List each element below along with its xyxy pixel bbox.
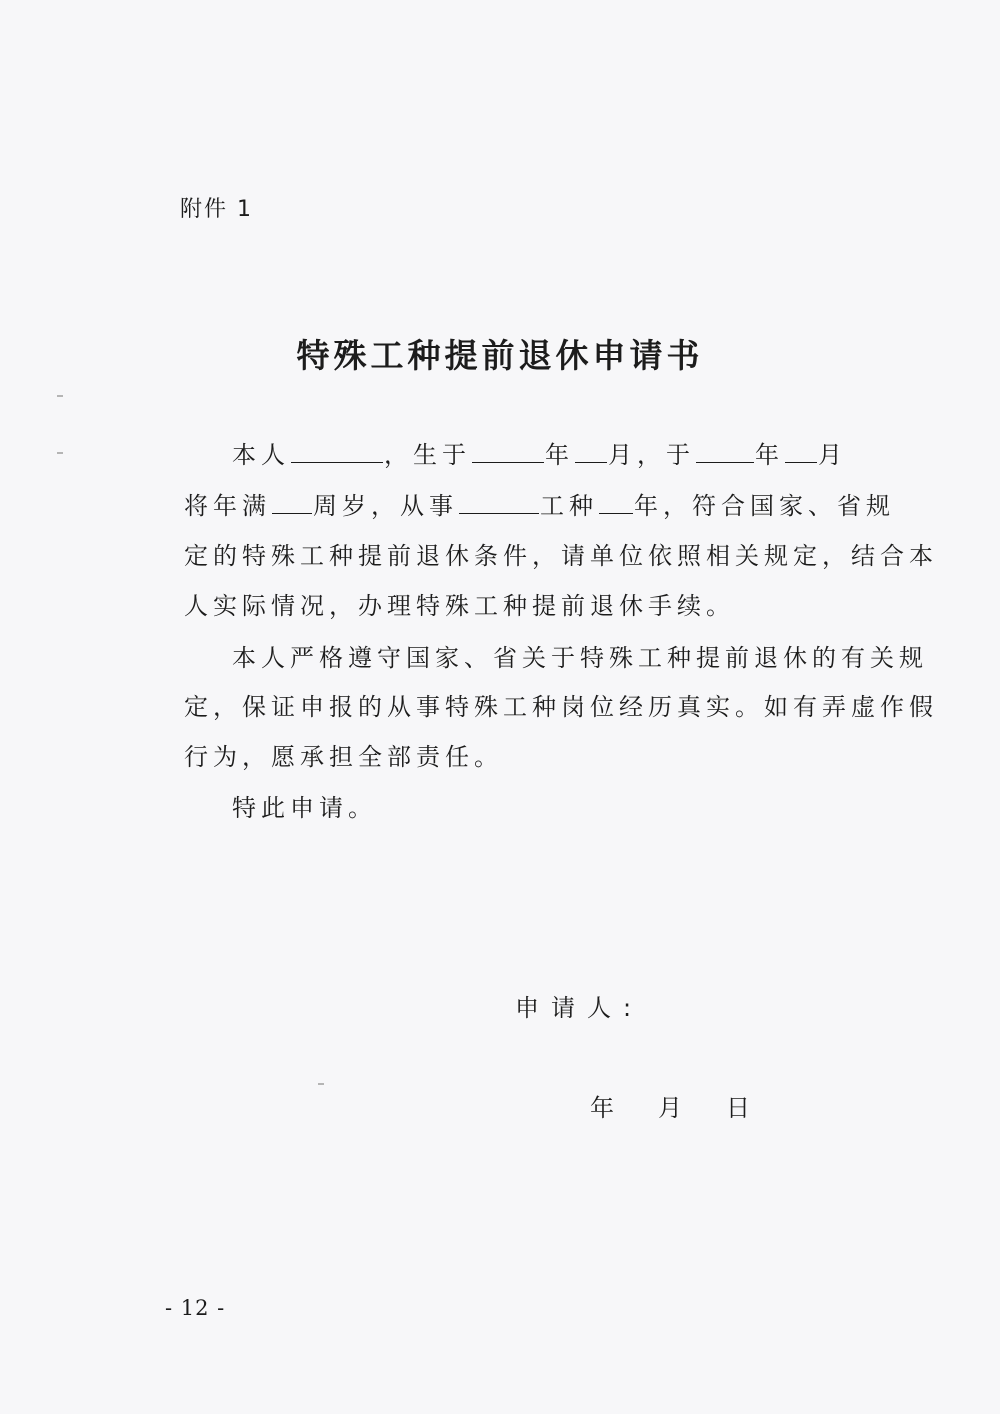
- scan-mark: [57, 452, 63, 454]
- page-title: 特殊工种提前退休申请书: [296, 336, 704, 375]
- scan-mark: [57, 395, 63, 397]
- text-segment: 周岁，从事: [313, 492, 458, 520]
- retire-month-blank: [785, 440, 817, 463]
- paragraph1-line2: [184, 491, 895, 521]
- text-segment: 年，符合国家、省规: [634, 492, 895, 520]
- paragraph1-line4: 人实际情况，办理特殊工种提前退休手续。: [184, 592, 735, 620]
- date-year-label: 年: [590, 1094, 614, 1122]
- paragraph2-line2: 定，保证申报的从事特殊工种岗位经历真实。如有弄虚作假: [184, 693, 938, 721]
- text-segment: 月: [818, 441, 847, 469]
- date-day-label: 日: [726, 1094, 750, 1122]
- birth-year-blank: [472, 440, 544, 463]
- paragraph2-line3: 行为，愿承担全部责任。: [184, 743, 503, 771]
- paragraph2-line1: 本人严格遵守国家、省关于特殊工种提前退休的有关规: [232, 644, 928, 672]
- text-segment: ，生于: [384, 441, 471, 469]
- work-years-blank: [599, 491, 633, 514]
- scan-mark: [318, 1083, 324, 1085]
- work-type-blank: [459, 491, 539, 514]
- paragraph1-line3: 定的特殊工种提前退休条件，请单位依照相关规定，结合本: [184, 542, 938, 570]
- name-blank: [291, 440, 383, 463]
- attachment-label: 附件 1: [180, 197, 253, 222]
- page-number: - 12 -: [165, 1296, 226, 1320]
- paragraph3-line1: 特此申请。: [232, 794, 377, 822]
- retire-year-blank: [696, 440, 754, 463]
- date-line: [590, 1088, 750, 1123]
- birth-month-blank: [575, 440, 607, 463]
- text-segment: 工种: [540, 492, 598, 520]
- text-segment: 本人: [232, 441, 290, 469]
- text-segment: 将年满: [184, 492, 271, 520]
- text-segment: 年: [545, 441, 574, 469]
- age-blank: [272, 491, 312, 514]
- text-segment: 月，于: [608, 441, 695, 469]
- applicant-label: 申请人:: [515, 994, 644, 1022]
- date-month-label: 月: [658, 1094, 682, 1122]
- text-segment: 年: [755, 441, 784, 469]
- paragraph1-line1: [232, 440, 847, 470]
